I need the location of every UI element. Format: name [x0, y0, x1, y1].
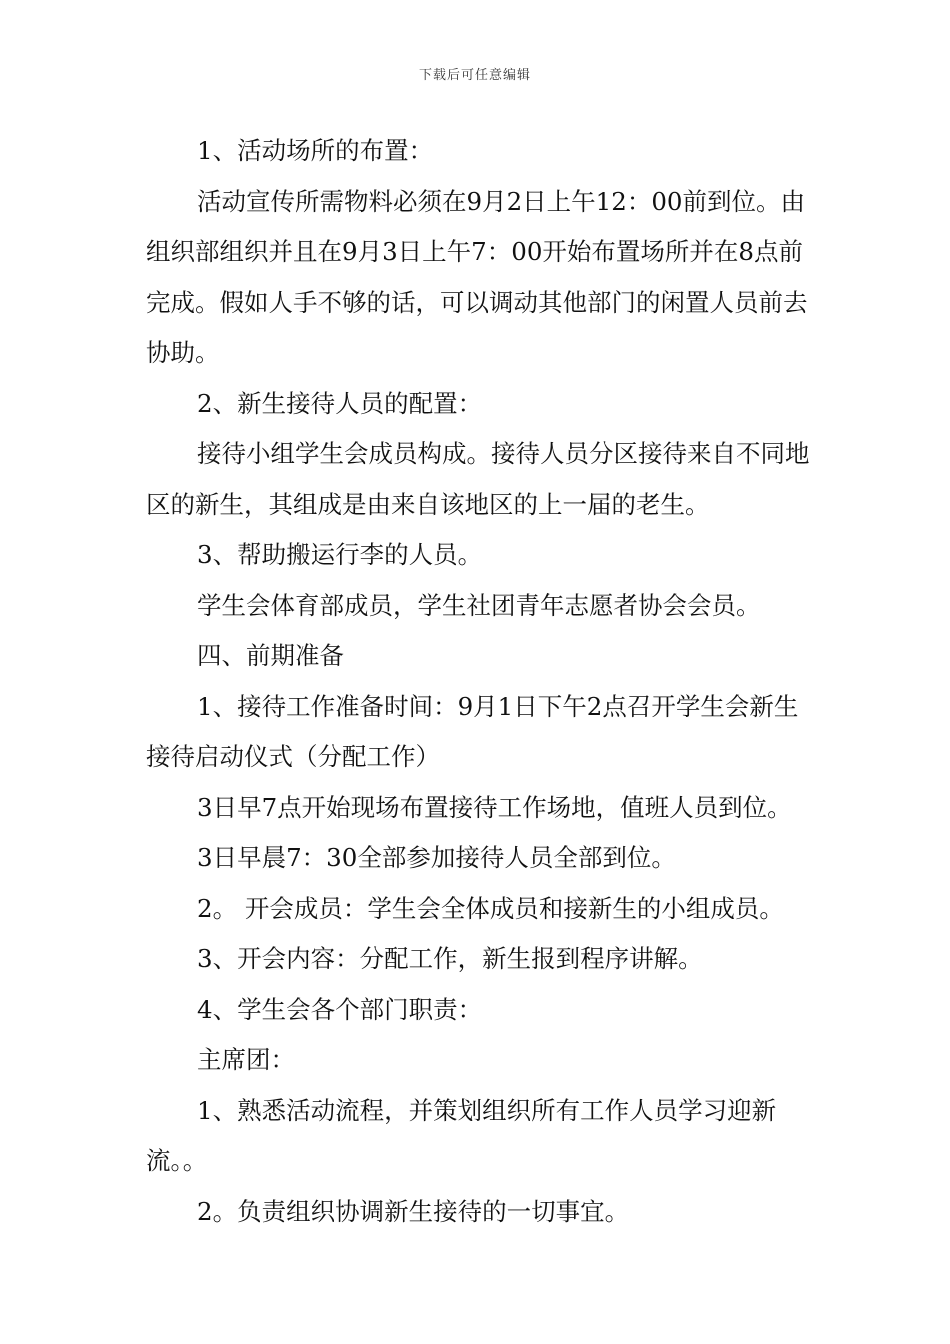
paragraph: 接待小组学生会成员构成。接待人员分区接待来自不同地区的新生，其组成是由来自该地区的上一届的老生。 — [146, 439, 810, 519]
paragraph: 3日早7点开始现场布置接待工作场地，值班人员到位。 — [197, 792, 792, 822]
section-heading: 四、前期准备 — [197, 641, 344, 670]
paragraph: 学生会体育部成员，学生社团青年志愿者协会会员。 — [197, 590, 761, 620]
paragraph: 2。负责组织协调新生接待的一切事宜。 — [197, 1196, 630, 1226]
paragraph: 4、学生会各个部门职责： — [197, 994, 483, 1024]
paragraph: 3、开会内容：分配工作，新生报到程序讲解。 — [197, 944, 703, 973]
paragraph: 主席团： — [197, 1045, 295, 1074]
paragraph: 3日早晨7：30全部参加接待人员全部到位。 — [197, 843, 676, 872]
paragraph: 活动宣传所需物料必须在9月2日上午12：00前到位。由组织部组织并且在9月3日上午7：00开始布置场所并在8点前完成。假如人手不够的话，可以调动其他部门的闲置人员前去协助。 — [146, 186, 808, 367]
paragraph: 1、熟悉活动流程，并策划组织所有工作人员学习迎新流。。 — [146, 1095, 777, 1175]
paragraph: 1、活动场所的布置： — [197, 136, 434, 165]
page-header: 下载后可任意编辑 — [418, 68, 531, 83]
paragraph: 2。 开会成员：学生会全体成员和接新生的小组成员。 — [197, 893, 784, 923]
paragraph: 2、新生接待人员的配置： — [197, 388, 483, 418]
paragraph: 1、接待工作准备时间：9月1日下午2点召开学生会新生接待启动仪式（分配工作） — [146, 691, 799, 771]
paragraph: 3、帮助搬运行李的人员。 — [197, 540, 483, 569]
document-body — [146, 126, 816, 1237]
